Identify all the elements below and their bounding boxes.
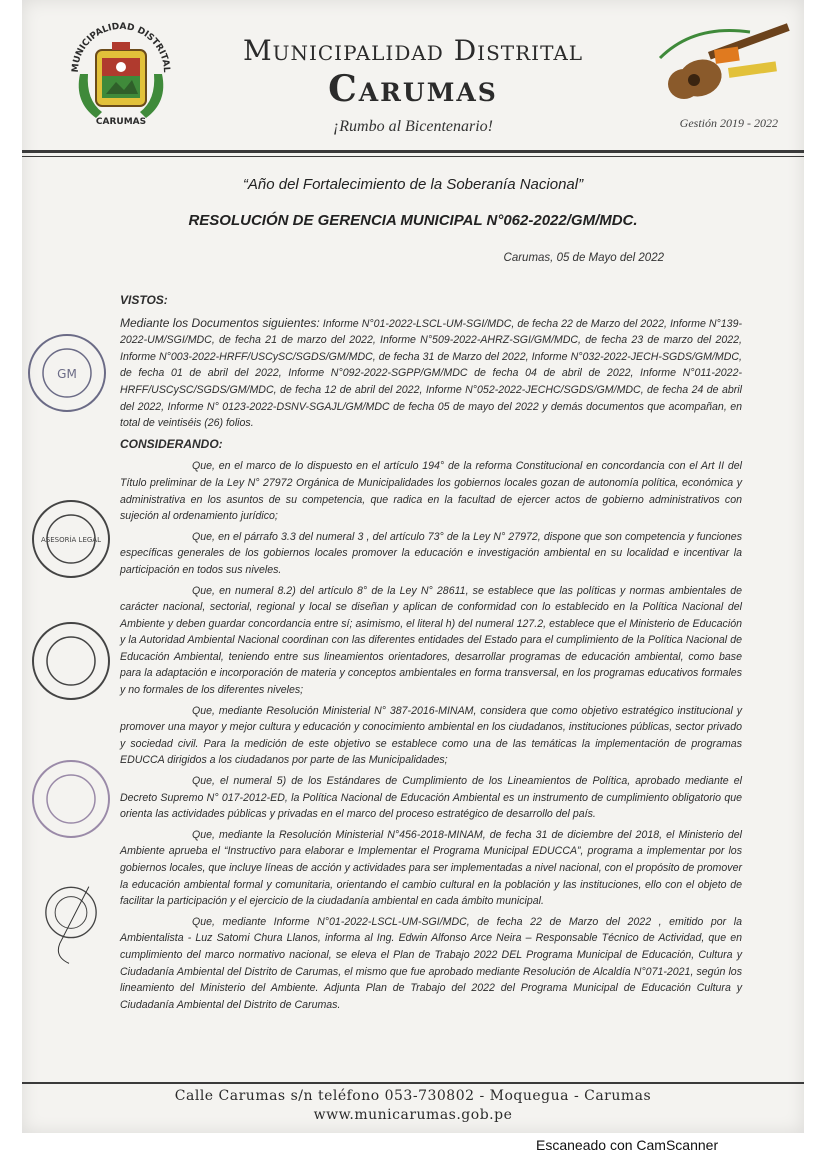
motto: ¡Rumbo al Bicentenario! <box>333 118 493 135</box>
municipality-title-line2: Carumas <box>328 68 498 110</box>
footer-website: www.municarumas.gob.pe <box>313 1107 513 1123</box>
signature-stamp <box>28 884 114 970</box>
municipal-seal-stamp <box>28 618 114 704</box>
footer-rule <box>22 1082 804 1084</box>
header-rule <box>22 150 804 153</box>
considerando-paragraph: Que, mediante Informe N°01-2022-LSCL-UM-SGI/MDC, de fecha 22 de Marzo del 2022 , emitido por la Ambientalista - Luz Satomi Chura Llanos, informa al Ing. Edwin Alfonso Arce Neira – Responsable Técnico de Actividad, que en cumplimiento del marco normativo nacional, se eleva el Plan de Trabajo 2022 DEL Programa Municipal de Educación, Cultura y Ciudadanía Ambiental del Distrito de Carumas, el mismo que fue aprobado mediante Resolución de Alcaldía N°071-2021, según los lineamiento del Ministerio del Ambiente. Adjunta Plan de Trabajo del 2022 del Programa Municipal de Educación Cultura y Ciudadanía Ambiental del Distrito de Carumas. <box>120 915 742 1011</box>
shield-top-text: MUNICIPALIDAD DISTRITAL <box>70 21 172 73</box>
year-designation: “Año del Fortalecimiento de la Soberanía Nacional” <box>242 176 584 193</box>
footer-address: Calle Carumas s/n teléfono 053-730802 - Moquegua - Carumas <box>174 1088 652 1104</box>
gm-stamp <box>24 330 110 416</box>
considerando-paragraph: Que, en numeral 8.2) del artículo 8° de la Ley N° 28611, se establece que las políticas y normas ambientales de carácter nacional, sectorial, regional y local se diseñan y aplican de conformidad con lo establecido en la Política Nacional del Ambiente y deben guardar concordancia entre sí; asimismo, el literal h) del numeral 127.2, establece que el Ministerio de Educación y la Autoridad Ambiental Nacional coordinan con las diferentes entidades del Estado para el cumplimiento de la Política Nacional de Educación Ambiental, teniendo entre sus lineamientos orientadores, desarrollar programas de educación ambiental, como base para la adaptación e incorporación de materia y conceptos ambientales en forma transversal, en los programas educativos formales y no formales de los diferentes niveles; <box>120 584 742 697</box>
municipality-title-line1: Municipalidad Distrital <box>242 34 584 67</box>
vistos-paragraph <box>120 315 742 432</box>
faded-seal-stamp <box>28 756 114 842</box>
svg-text:ASESORÍA LEGAL: ASESORÍA LEGAL <box>41 536 101 544</box>
shield-bottom-text: CARUMAS <box>95 117 147 127</box>
letterhead <box>22 0 804 150</box>
legal-advisory-stamp <box>28 496 114 582</box>
svg-text:GM: GM <box>57 367 77 381</box>
considerando-paragraph: Que, el numeral 5) de los Estándares de Cumplimiento de los Lineamientos de Política, aprobado mediante el Decreto Supremo N° 017-2012-ED, la Política Nacional de Educación Ambiental es un instrumento de cumplimiento obligatorio que orienta las actividades públicas y privadas en el marco del proceso estratégico de desarrollo del país. <box>120 775 742 821</box>
vistos-lead: Mediante los Documentos siguientes: <box>120 315 320 330</box>
resolution-title: RESOLUCIÓN DE GERENCIA MUNICIPAL N°062-2022/GM/MDC. <box>188 212 638 229</box>
guitar-management-logo <box>654 18 802 110</box>
considerando-heading: CONSIDERANDO: <box>120 436 223 451</box>
camscanner-watermark: Escaneado con CamScanner <box>536 1137 719 1153</box>
scanned-page <box>22 0 804 1133</box>
vistos-text: Informe N°01-2022-LSCL-UM-SGI/MDC, de fecha 22 de Marzo del 2022, Informe N°139-2022-UM/SGI/MDC, de fecha 21 de marzo del 2022, Informe N°509-2022-AHRZ-SGI/GM/MDC, de fecha 23 de marzo del 2022, Informe N°003-2022-HRFF/USCySC/SGDS/GM/MDC, de fecha 31 de Marzo del 2022, Informe N°032-2022-JECH-SGDS/GM/MDC, de fecha 01 de abril del 2022, Informe N°092-2022-SGPP/GM/MDC de fecha 04 de abril de 2022, Informe N°011-2022-HRFF/USCySC/SGDS/GM/MDC, de fecha 12 de abril del 2022, Informe N°052-2022-JECHC/SGDS/GM/MDC, de fecha 24 de abril del 2022, Informe N° 0123-2022-DSNV-SGAJL/GM/MDC de fecha 05 de mayo del 2022 y demás documentos que acompañan, en total de veintiséis (26) folios. <box>120 317 742 430</box>
considerando-paragraph: Que, en el marco de lo dispuesto en el artículo 194° de la reforma Constitucional en concordancia con el Art II del Título preliminar de la Ley N° 27972 Orgánica de Municipalidades los gobiernos locales gozan de autonomía política, económica y administrativa en los asuntos de su competencia, que radica en la facultad de ejercer actos de gobierno administrativos con sujeción al ordenamiento jurídico; <box>120 460 742 523</box>
considerando-paragraph: Que, mediante la Resolución Ministerial N°456-2018-MINAM, de fecha 31 de diciembre del 2018, el Ministerio del Ambiente aprueba el “Instructivo para elaborar e Implementar el Programa Municipal EDUCCA”, programa a implementar por los gobiernos locales, que incluye líneas de acción y actividades para ser implementadas a nivel nacional, con el propósito de promover la educación ambiental formal y comunitaria, orientando el cambio cultural en la población y las instituciones, ello con el objeto de facilitar la participación y el ejercicio de la ciudadanía ambiental en cada ámbito municipal. <box>120 828 742 908</box>
vistos-heading: VISTOS: <box>120 293 168 307</box>
header-rule-thin <box>22 156 804 157</box>
management-period: Gestión 2019 - 2022 <box>679 116 778 130</box>
considerando-paragraph: Que, en el párrafo 3.3 del numeral 3 , del artículo 73° de la Ley N° 27972, dispone que son competencia y funciones específicas generales de los gobiernos locales promover la educación e investigación ambiental en su localidad e incentivar la participación en todos sus niveles. <box>120 530 742 576</box>
document-body <box>120 292 742 1017</box>
considerando-paragraph: Que, mediante Resolución Ministerial N° 387-2016-MINAM, considera que como objetivo estratégico institucional y promover una mayor y mejor cultura y educación y conocimiento ambiental en los ciudadanos, instituciones públicas, sector privado y sociedad civil. Para la medición de este objetivo se establece como una de las temáticas la implementación de programas EDUCCA dirigidos a los ciudadanos por parte de las Municipalidades; <box>120 704 742 767</box>
place-date: Carumas, 05 de Mayo del 2022 <box>503 252 664 264</box>
